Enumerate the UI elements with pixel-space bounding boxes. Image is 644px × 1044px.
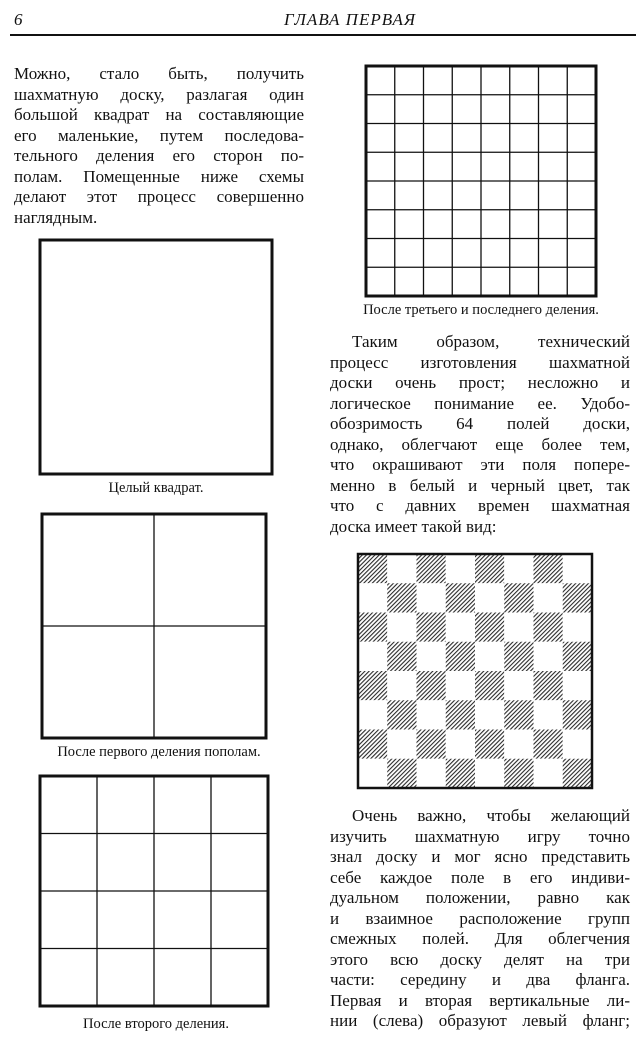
light-square — [358, 759, 387, 788]
dark-square — [563, 759, 592, 788]
light-square — [417, 700, 446, 729]
light-square — [563, 613, 592, 642]
dark-square — [534, 554, 563, 583]
dark-square — [446, 700, 475, 729]
dark-square — [534, 613, 563, 642]
dark-square — [417, 554, 446, 583]
figure-first-division — [40, 512, 268, 740]
light-square — [563, 671, 592, 700]
running-head: ГЛАВА ПЕРВАЯ — [283, 10, 417, 29]
figure-caption: После первого деления пополам. — [57, 744, 261, 760]
dark-square — [387, 583, 416, 612]
paragraph-technical-process — [330, 332, 630, 537]
dark-square — [446, 583, 475, 612]
text-line: себе каждое поле в его индиви- — [330, 867, 630, 887]
light-square — [475, 583, 504, 612]
light-square — [446, 730, 475, 759]
light-square — [446, 671, 475, 700]
dark-square — [534, 730, 563, 759]
dark-square — [358, 554, 387, 583]
text-line: полам. Помещенные ниже схемы — [14, 166, 304, 186]
light-square — [475, 700, 504, 729]
light-square — [387, 613, 416, 642]
text-line: шахматную доску, разлагая один — [14, 84, 304, 104]
text-line: дуальном положении, равно как — [330, 888, 630, 907]
text-line: доска имеет такой вид: — [330, 516, 497, 536]
grid-diagram — [38, 238, 274, 476]
intro-paragraph — [14, 64, 304, 228]
dark-square — [387, 642, 416, 671]
light-square — [475, 759, 504, 788]
dark-square — [504, 759, 533, 788]
text-line: изучить шахматную игру точно — [330, 826, 630, 846]
light-square — [504, 730, 533, 759]
text-line: большой квадрат на составляющие — [14, 105, 304, 124]
light-square — [387, 554, 416, 583]
light-square — [504, 671, 533, 700]
grid-diagram — [40, 512, 268, 740]
dark-square — [563, 583, 592, 612]
light-square — [563, 730, 592, 759]
dark-square — [358, 730, 387, 759]
chessboard-figure — [356, 552, 594, 790]
page-number: 6 — [14, 10, 23, 29]
text-line: наглядным. — [14, 207, 98, 227]
dark-square — [475, 554, 504, 583]
dark-square — [504, 583, 533, 612]
text-line: смежных полей. Для облегчения — [330, 929, 630, 948]
light-square — [417, 642, 446, 671]
figure-third-division — [364, 64, 598, 298]
dark-square — [417, 613, 446, 642]
light-square — [534, 642, 563, 671]
figure-whole-square — [38, 238, 274, 476]
figure-second-division — [38, 774, 270, 1008]
text-line: обозримость 64 полей доски, — [330, 414, 630, 433]
grid-diagram — [38, 774, 270, 1008]
dark-square — [475, 730, 504, 759]
dark-square — [563, 700, 592, 729]
text-line: Таким образом, технический — [352, 332, 630, 351]
grid-diagram — [364, 64, 598, 298]
dark-square — [387, 700, 416, 729]
text-line: Первая и вторая вертикальные ли- — [330, 990, 630, 1010]
text-line: процесс изготовления шахматной — [330, 352, 630, 372]
text-line: тельного деления его сторон по- — [14, 146, 304, 165]
light-square — [534, 700, 563, 729]
text-line: менно в белый и черный цвет, так — [330, 475, 630, 495]
light-square — [504, 554, 533, 583]
dark-square — [417, 730, 446, 759]
paragraph-board-knowledge — [330, 806, 630, 1032]
dark-square — [387, 759, 416, 788]
text-line: делают этот процесс совершенно — [14, 187, 304, 206]
text-line: нии (слева) образуют левый фланг; — [330, 1011, 630, 1030]
light-square — [475, 642, 504, 671]
dark-square — [504, 642, 533, 671]
text-line: однако, облегчают еще более тем, — [330, 434, 630, 454]
text-line: что с давних времен шахматная — [330, 496, 630, 515]
light-square — [534, 759, 563, 788]
text-line: его маленькие, путем последова- — [14, 125, 304, 145]
dark-square — [358, 613, 387, 642]
text-line: логическое понимание ее. Удобо- — [330, 393, 630, 413]
text-line: Очень важно, чтобы желающий — [352, 806, 630, 825]
text-line: и взаимное расположение групп — [330, 908, 630, 928]
text-line: доски очень прост; несложно и — [330, 373, 630, 392]
light-square — [358, 700, 387, 729]
chessboard — [356, 552, 594, 790]
light-square — [446, 613, 475, 642]
dark-square — [563, 642, 592, 671]
text-line: знал доску и мог ясно представить — [330, 847, 630, 866]
dark-square — [534, 671, 563, 700]
figure-caption: Целый квадрат. — [108, 480, 204, 496]
light-square — [446, 554, 475, 583]
dark-square — [417, 671, 446, 700]
light-square — [417, 759, 446, 788]
light-square — [358, 642, 387, 671]
text-line: части: середину и два фланга. — [330, 970, 630, 989]
text-line: этого всю доску делят на три — [330, 949, 630, 969]
dark-square — [446, 759, 475, 788]
light-square — [387, 671, 416, 700]
dark-square — [446, 642, 475, 671]
dark-square — [358, 671, 387, 700]
light-square — [387, 730, 416, 759]
light-square — [417, 583, 446, 612]
dark-square — [475, 671, 504, 700]
dark-square — [504, 700, 533, 729]
text-line: Можно, стало быть, получить — [14, 64, 304, 83]
header-rule — [10, 34, 636, 36]
light-square — [563, 554, 592, 583]
light-square — [504, 613, 533, 642]
dark-square — [475, 613, 504, 642]
square-outline — [40, 240, 272, 474]
text-line: что окрашивают эти поля попере- — [330, 455, 630, 474]
light-square — [358, 583, 387, 612]
figure-caption: После второго деления. — [83, 1016, 229, 1032]
light-square — [534, 583, 563, 612]
figure-caption: После третьего и последнего деления. — [363, 302, 599, 318]
